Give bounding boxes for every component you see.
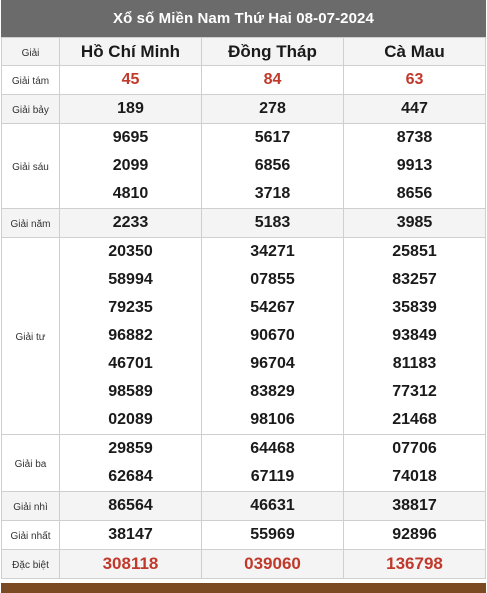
lottery-results-panel: [1, 0, 486, 593]
prize-label-cell: [2, 209, 60, 238]
prize-number: 3718: [254, 185, 291, 202]
prize-number: 63: [405, 71, 424, 88]
prize-number: 83257: [392, 271, 437, 288]
prize-number: 98106: [250, 411, 295, 428]
prize-values-cell: [202, 435, 344, 492]
prize-values-cell: [344, 124, 486, 209]
prize-number: 84: [263, 71, 282, 88]
prize-values-cell: [202, 238, 344, 435]
prize-values-cell: [60, 95, 202, 124]
prize-number: 9913: [396, 157, 433, 174]
prize-number: 20350: [108, 243, 153, 260]
prize-number: 77312: [392, 383, 437, 400]
province-header: Hồ Chí Minh: [60, 38, 202, 66]
prize-number: 9695: [112, 129, 149, 146]
prize-number: 98589: [108, 383, 153, 400]
prize-number: 136798: [386, 554, 443, 573]
prize-number: 90670: [250, 327, 295, 344]
prize-row: [2, 124, 486, 209]
prize-number: 64468: [250, 440, 295, 457]
prize-row: [2, 550, 486, 579]
prize-number: 35839: [392, 299, 437, 316]
prize-number: 25851: [392, 243, 437, 260]
prize-number: 93849: [392, 327, 437, 344]
prize-values-cell: [60, 124, 202, 209]
prize-label: Giải tám: [11, 76, 50, 87]
prize-number: 21468: [392, 411, 437, 428]
prize-number: 07706: [392, 440, 437, 457]
prize-rows: [2, 66, 486, 579]
prize-number: 58994: [108, 271, 153, 288]
prize-number: 8656: [396, 185, 433, 202]
results-table: [1, 37, 486, 579]
prize-values-cell: [202, 492, 344, 521]
prize-number: 34271: [250, 243, 295, 260]
prize-number: 3985: [396, 214, 433, 231]
prize-number: 54267: [250, 299, 295, 316]
prize-label-cell: [2, 124, 60, 209]
prize-values-cell: [202, 66, 344, 95]
prize-values-cell: [202, 95, 344, 124]
prize-number: 38817: [392, 497, 437, 514]
prize-values-cell: [202, 550, 344, 579]
prize-values-cell: [344, 492, 486, 521]
prize-number: 278: [259, 100, 286, 117]
prize-label: Giải tư: [15, 332, 46, 343]
prize-number: 45: [121, 71, 140, 88]
province-header: Cà Mau: [344, 38, 486, 66]
prize-number: 79235: [108, 299, 153, 316]
prize-values-cell: [344, 238, 486, 435]
prize-values-cell: [344, 66, 486, 95]
prize-values-cell: [344, 209, 486, 238]
prize-number: 96704: [250, 355, 295, 372]
province-header-row: [2, 38, 486, 66]
prize-label-cell: [2, 66, 60, 95]
prize-column-header: Giải: [2, 38, 60, 66]
prize-number: 6856: [254, 157, 291, 174]
prize-number: 55969: [250, 526, 295, 543]
prize-row: [2, 238, 486, 435]
prize-values-cell: [60, 492, 202, 521]
prize-number: 67119: [250, 468, 295, 485]
prize-number: 4810: [112, 185, 149, 202]
prize-number: 308118: [102, 554, 159, 573]
prize-number: 5617: [254, 129, 291, 146]
prize-number: 5183: [254, 214, 291, 231]
prize-number: 62684: [108, 468, 153, 485]
prize-values-cell: [344, 521, 486, 550]
prize-number: 46631: [250, 497, 295, 514]
prize-row: [2, 95, 486, 124]
prize-values-cell: [202, 521, 344, 550]
footer-bar: [1, 583, 486, 593]
prize-number: 2233: [112, 214, 149, 231]
prize-label: Giải ba: [14, 459, 47, 470]
prize-values-cell: [344, 435, 486, 492]
prize-label-cell: [2, 550, 60, 579]
prize-number: 92896: [392, 526, 437, 543]
prize-number: 46701: [108, 355, 153, 372]
prize-values-cell: [344, 550, 486, 579]
prize-number: 83829: [250, 383, 295, 400]
prize-label-cell: [2, 238, 60, 435]
results-title: Xổ số Miền Nam Thứ Hai 08-07-2024: [1, 0, 486, 37]
prize-values-cell: [60, 209, 202, 238]
province-header: Đồng Tháp: [202, 38, 344, 66]
prize-row: [2, 492, 486, 521]
prize-label: Giải nhất: [10, 531, 51, 542]
prize-number: 039060: [244, 554, 301, 573]
prize-label: Giải sáu: [12, 162, 49, 173]
prize-label: Giải nhì: [13, 502, 48, 513]
prize-number: 96882: [108, 327, 153, 344]
prize-values-cell: [202, 124, 344, 209]
prize-number: 86564: [108, 497, 153, 514]
prize-values-cell: [60, 435, 202, 492]
prize-row: [2, 209, 486, 238]
prize-label-cell: [2, 95, 60, 124]
prize-row: [2, 435, 486, 492]
prize-label: Đặc biệt: [12, 560, 49, 571]
prize-number: 189: [117, 100, 144, 117]
prize-number: 02089: [108, 411, 153, 428]
prize-number: 74018: [392, 468, 437, 485]
prize-values-cell: [344, 95, 486, 124]
prize-number: 447: [401, 100, 428, 117]
prize-label-cell: [2, 492, 60, 521]
prize-label-cell: [2, 435, 60, 492]
prize-row: [2, 66, 486, 95]
prize-number: 29859: [108, 440, 153, 457]
prize-values-cell: [60, 238, 202, 435]
prize-row: [2, 521, 486, 550]
prize-number: 07855: [250, 271, 295, 288]
prize-label-cell: [2, 521, 60, 550]
prize-label: Giải năm: [10, 219, 51, 230]
prize-values-cell: [202, 209, 344, 238]
prize-label: Giải bảy: [12, 105, 49, 116]
prize-number: 8738: [396, 129, 433, 146]
prize-values-cell: [60, 66, 202, 95]
prize-number: 38147: [108, 526, 153, 543]
prize-values-cell: [60, 550, 202, 579]
prize-number: 2099: [112, 157, 149, 174]
prize-values-cell: [60, 521, 202, 550]
prize-number: 81183: [392, 355, 437, 372]
